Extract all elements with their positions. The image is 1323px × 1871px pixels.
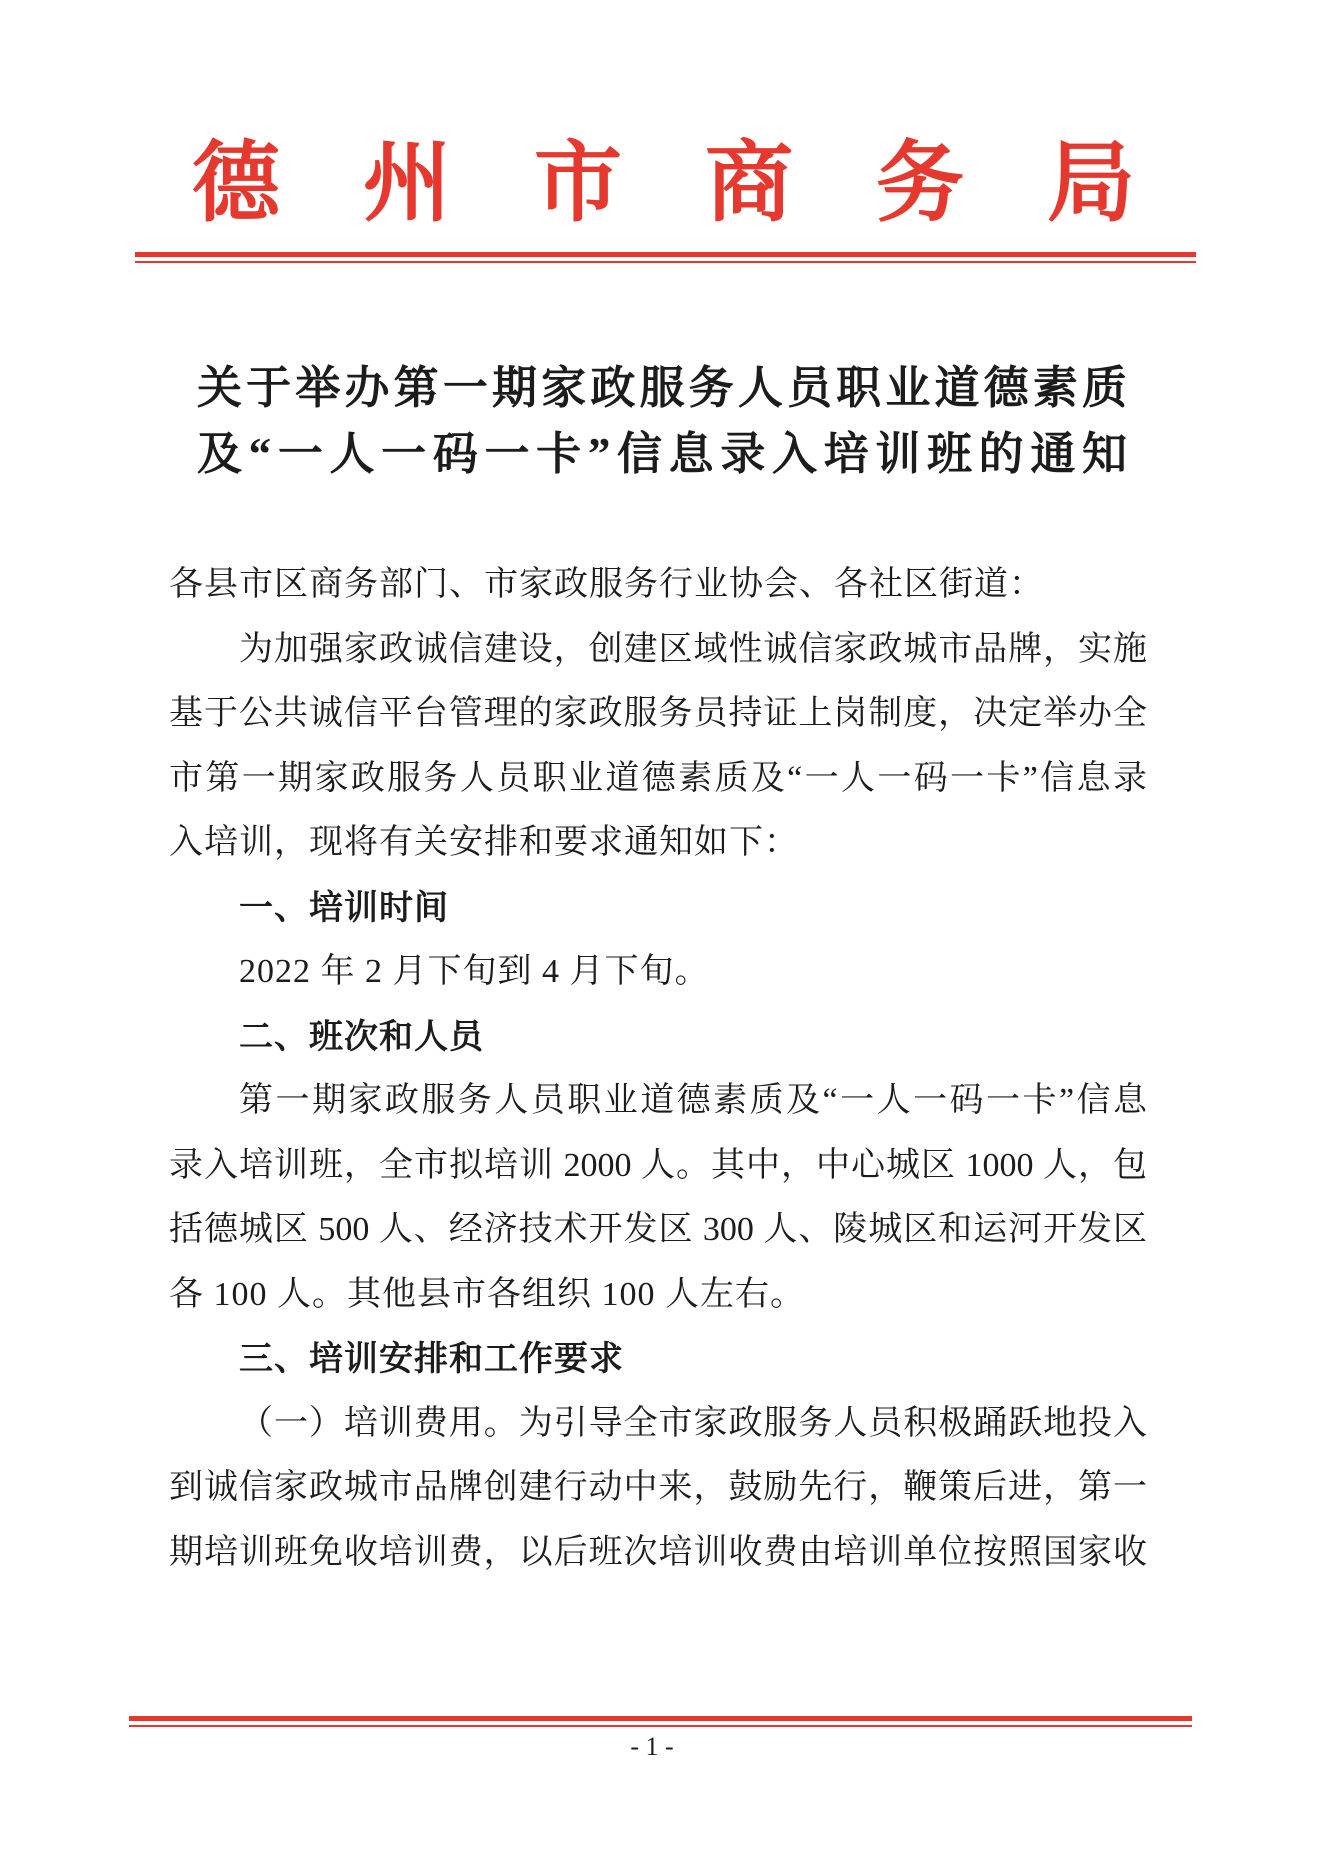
page-number: - 1 - [630,1732,674,1761]
section-line: 括德城区 500 人、经济技术开发区 300 人、陵城区和运河开发区 [169,1211,1147,1248]
footer-red-rule-thick [129,1716,1192,1721]
item-text: 为引导全市家政服务人员积极踊跃地投入 [518,1404,1147,1442]
section-line: 2022 年 2 月下旬到 4 月下旬。 [239,953,710,990]
footer-red-rule-thin [129,1725,1192,1727]
section-heading: 二、班次和人员 [239,1017,484,1056]
intro-line: 为加强家政诚信建设，创建区域性诚信家政城市品牌，实施 [239,630,1147,668]
item-label: （一）培训费用。 [239,1404,519,1442]
section-heading: 三、培训安排和工作要求 [239,1340,624,1378]
intro-line: 基于公共诚信平台管理的家政服务员持证上岗制度，决定举办全 [169,695,1147,732]
document-title-line: 关于举办第一期家政服务人员职业道德素质 [197,363,1127,413]
section-line: 第一期家政服务人员职业道德素质及“一人一码一卡”信息 [239,1082,1147,1119]
intro-line: 入培训，现将有关安排和要求通知如下： [169,824,799,861]
salutation: 各县市区商务部门、市家政服务行业协会、各社区街道： [169,566,1044,603]
item-line: 期培训班免收培训费，以后班次培训收费由培训单位按照国家收 [169,1533,1147,1571]
letterhead-red-rule-thin [135,261,1196,263]
item-first-line [169,1392,1147,1457]
letterhead-org-name: 德州市商务局 [192,136,1219,233]
section-line: 录入培训班，全市拟培训 2000 人。其中，中心城区 1000 人，包 [169,1146,1147,1184]
document-title [197,355,1127,487]
document-title-line: 及“一人一码一卡”信息录入培训班的通知 [197,429,1127,479]
section-line: 各 100 人。其他县市各组织 100 人左右。 [169,1275,805,1313]
letterhead-red-rule-thick [135,252,1196,257]
document-body [169,553,1147,1585]
intro-line: 市第一期家政服务人员职业道德素质及“一人一码一卡”信息录 [169,759,1147,797]
section-heading: 一、培训时间 [239,888,449,927]
item-line: 到诚信家政城市品牌创建行动中来，鼓励先行，鞭策后进，第一 [169,1469,1147,1506]
